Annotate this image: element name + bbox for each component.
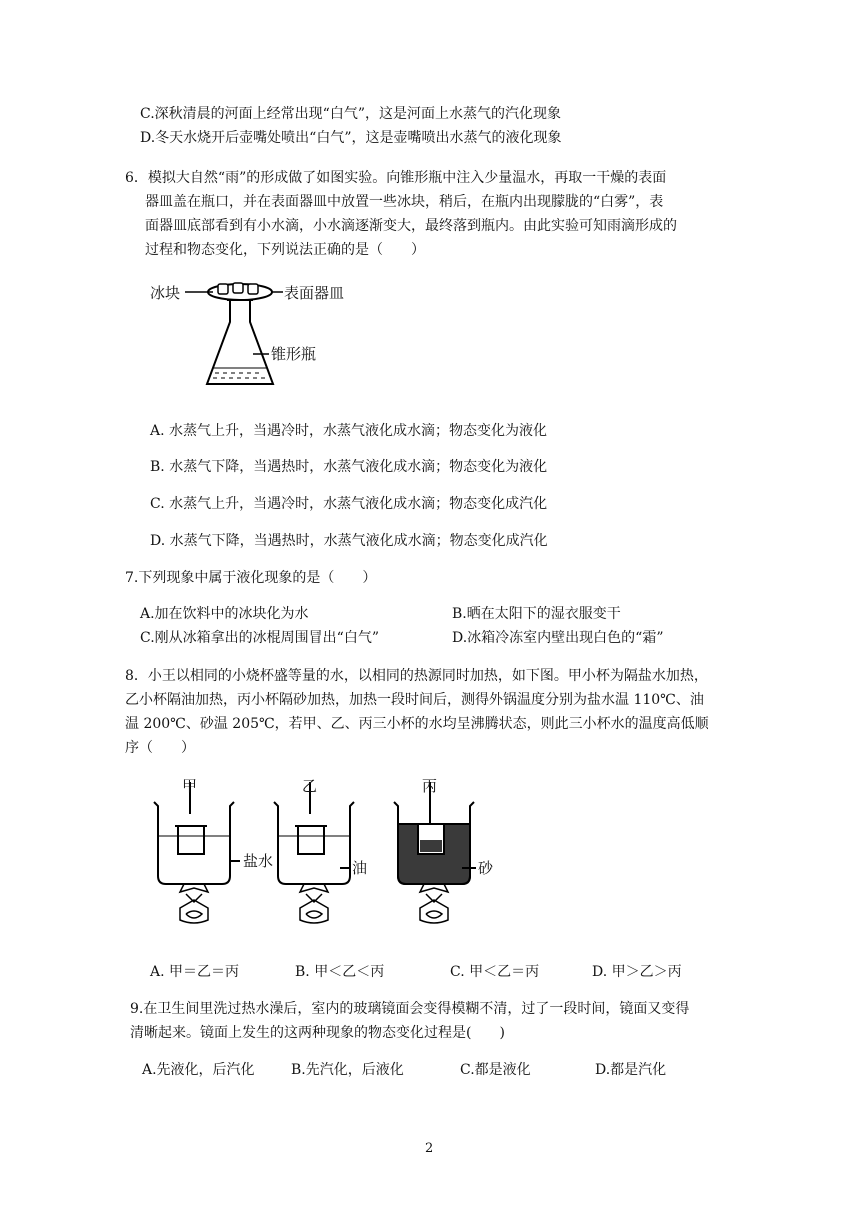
q9-option-b: B.先汽化，后液化 — [291, 1062, 404, 1078]
q8-stem-line1: 8．小王以相同的小烧杯盛等量的水，以相同的热源同时加热，如下图。甲小杯为隔盐水加热， — [125, 668, 708, 684]
label-salt-water: 盐水 — [243, 852, 274, 870]
page-number: 2 — [425, 1141, 434, 1156]
label-oil: 油 — [352, 859, 368, 877]
q6-option-a: A. 水蒸气上升，当遇冷时，水蒸气液化成水滴；物态变化为液化 — [150, 423, 548, 439]
q8-stem-line3: 温 200℃、砂温 205℃，若甲、乙、丙三小杯的水均呈沸腾状态，则此三小杯水的温度高低顺 — [125, 716, 709, 732]
q6-stem-line4: 过程和物态变化，下列说法正确的是（ ） — [145, 242, 425, 258]
label-sand: 砂 — [478, 859, 494, 877]
q8-option-b: B. 甲＜乙＜丙 — [295, 964, 385, 980]
q7-stem: 7.下列现象中属于液化现象的是（ ） — [125, 570, 377, 586]
q6-stem-line1: 6．模拟大自然“雨”的形成做了如图实验。向锥形瓶中注入少量温水，再取一干燥的表面 — [125, 170, 667, 186]
q9-stem-line2: 清晰起来。镜面上发生的这两种现象的物态变化过程是( ) — [130, 1025, 505, 1041]
burners — [180, 884, 448, 923]
label-bing: 丙 — [422, 777, 438, 795]
q8-option-d: D. 甲＞乙＞丙 — [592, 964, 682, 980]
q6-option-d: D. 水蒸气下降，当遇热时，水蒸气液化成水滴；物态变化成汽化 — [150, 533, 548, 549]
label-yi: 乙 — [302, 777, 318, 795]
beaker-yi — [274, 782, 354, 884]
q6-stem-line3: 面器皿底部看到有小水滴，小水滴逐渐变大，最终落到瓶内。由此实验可知雨滴形成的 — [145, 218, 677, 234]
q6-option-c: C. 水蒸气上升，当遇冷时，水蒸气液化成水滴；物态变化成汽化 — [150, 496, 548, 512]
q9-option-a: A.先液化，后汽化 — [142, 1062, 255, 1078]
q7-option-a: A.加在饮料中的冰块化为水 — [140, 606, 309, 622]
label-jia: 甲 — [182, 777, 198, 795]
beaker-jia — [154, 782, 240, 884]
label-flask: 锥形瓶 — [271, 345, 317, 363]
q9-option-c: C.都是液化 — [460, 1062, 531, 1078]
heating-figure — [150, 776, 490, 936]
q6-option-b: B. 水蒸气下降，当遇热时，水蒸气液化成水滴；物态变化为液化 — [150, 459, 548, 475]
ice-cubes — [218, 283, 258, 294]
q5-option-d: D.冬天水烧开后壶嘴处喷出“白气”，这是壶嘴喷出水蒸气的液化现象 — [140, 130, 562, 146]
q9-stem-line1: 9.在卫生间里洗过热水澡后，室内的玻璃镜面会变得模糊不清，过了一段时间，镜面又变得 — [130, 1001, 690, 1017]
q5-option-c: C.深秋清晨的河面上经常出现“白气”，这是河面上水蒸气的汽化现象 — [140, 106, 561, 122]
q8-stem-line2: 乙小杯隔油加热，丙小杯隔砂加热，加热一段时间后，测得外锅温度分别为盐水温 110℃、油 — [125, 692, 704, 708]
label-ice: 冰块 — [150, 284, 181, 302]
q7-option-b: B.晒在太阳下的湿衣服变干 — [452, 606, 621, 622]
q7-option-c: C.刚从冰箱拿出的冰棍周围冒出“白气” — [140, 630, 379, 646]
q8-option-c: C. 甲＜乙＝丙 — [450, 964, 540, 980]
conical-flask — [207, 300, 273, 384]
beaker-bing — [394, 782, 476, 884]
label-dish: 表面器皿 — [284, 284, 345, 302]
q7-option-d: D.冰箱冷冻室内壁出现白色的“霜” — [452, 630, 664, 646]
q6-stem-line2: 器皿盖在瓶口，并在表面器皿中放置一些冰块，稍后，在瓶内出现朦胧的“白雾”，表 — [145, 194, 664, 210]
q8-option-a: A. 甲＝乙＝丙 — [150, 964, 240, 980]
q8-stem-line4: 序（ ） — [125, 740, 195, 756]
q9-option-d: D.都是汽化 — [595, 1062, 667, 1078]
